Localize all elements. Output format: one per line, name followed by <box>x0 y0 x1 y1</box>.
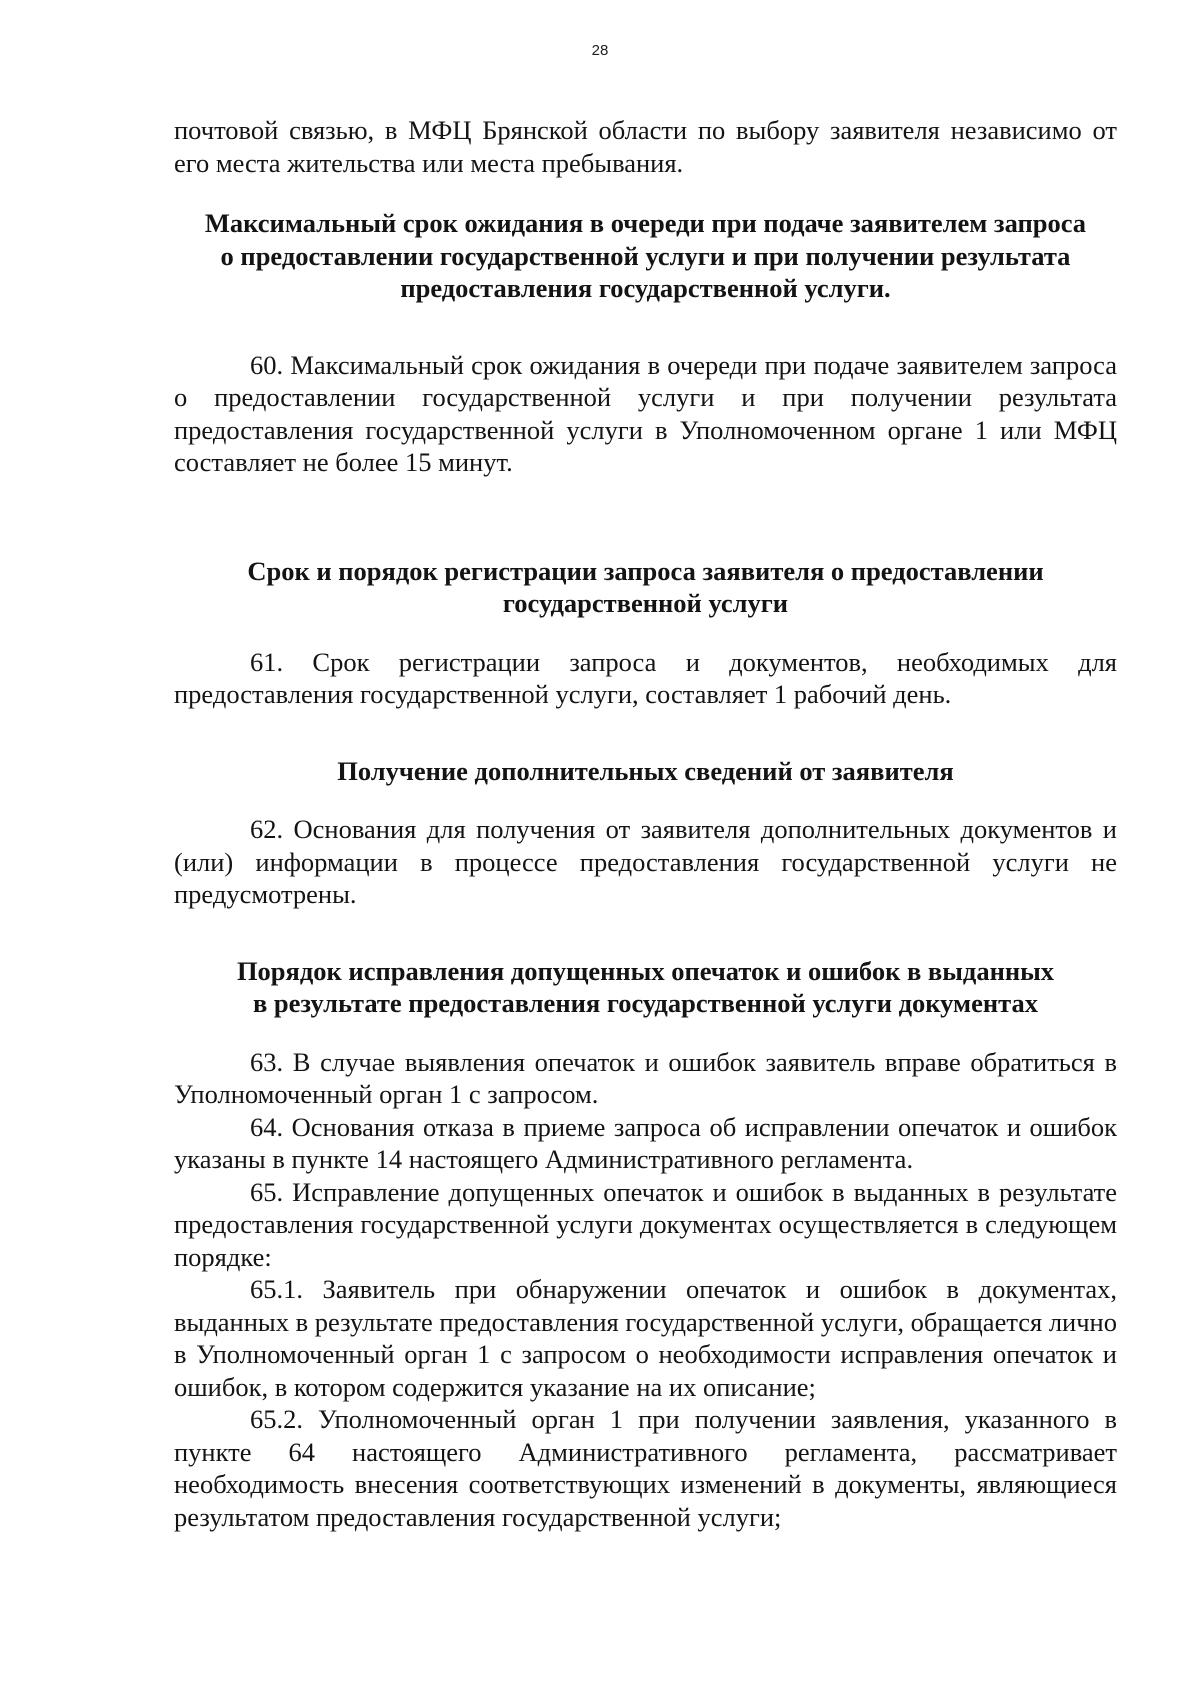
spacer <box>174 479 1117 555</box>
spacer <box>174 711 1117 755</box>
spacer <box>174 620 1117 646</box>
section-heading-additional-info <box>174 755 1117 788</box>
paragraph-61: 61. Срок регистрации запроса и документов, необходимых для предоставления государственной услуги, составляет 1 рабочий день. <box>174 646 1117 709</box>
paragraph-60: 60. Максимальный срок ожидания в очереди при подаче заявителем запроса о предоставлении государственной услуги и при получении результата предоставления государственной услуги в Уполномоченном органе 1 или МФЦ составляет не более 15 минут. <box>174 349 1117 477</box>
paragraph-65-2: 65.2. Уполномоченный орган 1 при получении заявления, указанного в пункте 64 настоящего Административного регламента, рассматривает необходимость внесения соответствующих изменений в документы, являющиеся результатом предоставления государственной услуги; <box>174 1404 1117 1532</box>
heading-line: Максимальный срок ожидания в очереди при подаче заявителем запроса <box>204 208 1087 238</box>
heading-line: о предоставлении государственной услуги и при получении результата <box>220 240 1071 271</box>
intro-paragraph: почтовой связью, в МФЦ Брянской области по выбору заявителя независимо от его места жительства или места пребывания. <box>174 115 1117 178</box>
spacer <box>174 1020 1117 1046</box>
paragraph-65: 65. Исправление допущенных опечаток и ошибок в выданных в результате предоставления государственной услуги документах осуществляется в следующем порядке: <box>174 1176 1117 1272</box>
spacer <box>174 787 1117 813</box>
section-heading-max-wait-time <box>174 207 1117 305</box>
heading-line: в результате предоставления государственной услуги документах <box>253 988 1038 1018</box>
heading-line: Получение дополнительных сведений от заявителя <box>337 755 954 786</box>
section-heading-registration <box>174 555 1117 620</box>
section-heading-corrections <box>174 955 1117 1020</box>
paragraph-63: 63. В случае выявления опечаток и ошибок заявитель вправе обратиться в Уполномоченный орган 1 с запросом. <box>174 1046 1117 1109</box>
spacer <box>174 179 1117 207</box>
paragraph-65-1: 65.1. Заявитель при обнаружении опечаток и ошибок в документах, выданных в результате предоставления государственной услуги, обращается лично в Уполномоченный орган 1 с запросом о необходимости исправления опечаток и ошибок, в котором содержится указание на их описание; <box>174 1274 1117 1402</box>
page-number: 28 <box>591 42 609 59</box>
spacer <box>174 911 1117 955</box>
spacer <box>174 305 1117 349</box>
paragraph-62: 62. Основания для получения от заявителя дополнительных документов и (или) информации в процессе предоставления государственной услуги не предусмотрены. <box>174 814 1117 909</box>
heading-line: предоставления государственной услуги. <box>400 273 891 303</box>
heading-line: государственной услуги <box>502 588 789 618</box>
page-body <box>174 114 1117 1533</box>
heading-line: Порядок исправления допущенных опечаток и ошибок в выданных <box>236 955 1055 986</box>
heading-line: Срок и порядок регистрации запроса заявителя о предоставлении <box>247 555 1044 586</box>
paragraph-64: 64. Основания отказа в приеме запроса об исправлении опечаток и ошибок указаны в пункте 14 настоящего Административного регламента. <box>174 1111 1117 1174</box>
